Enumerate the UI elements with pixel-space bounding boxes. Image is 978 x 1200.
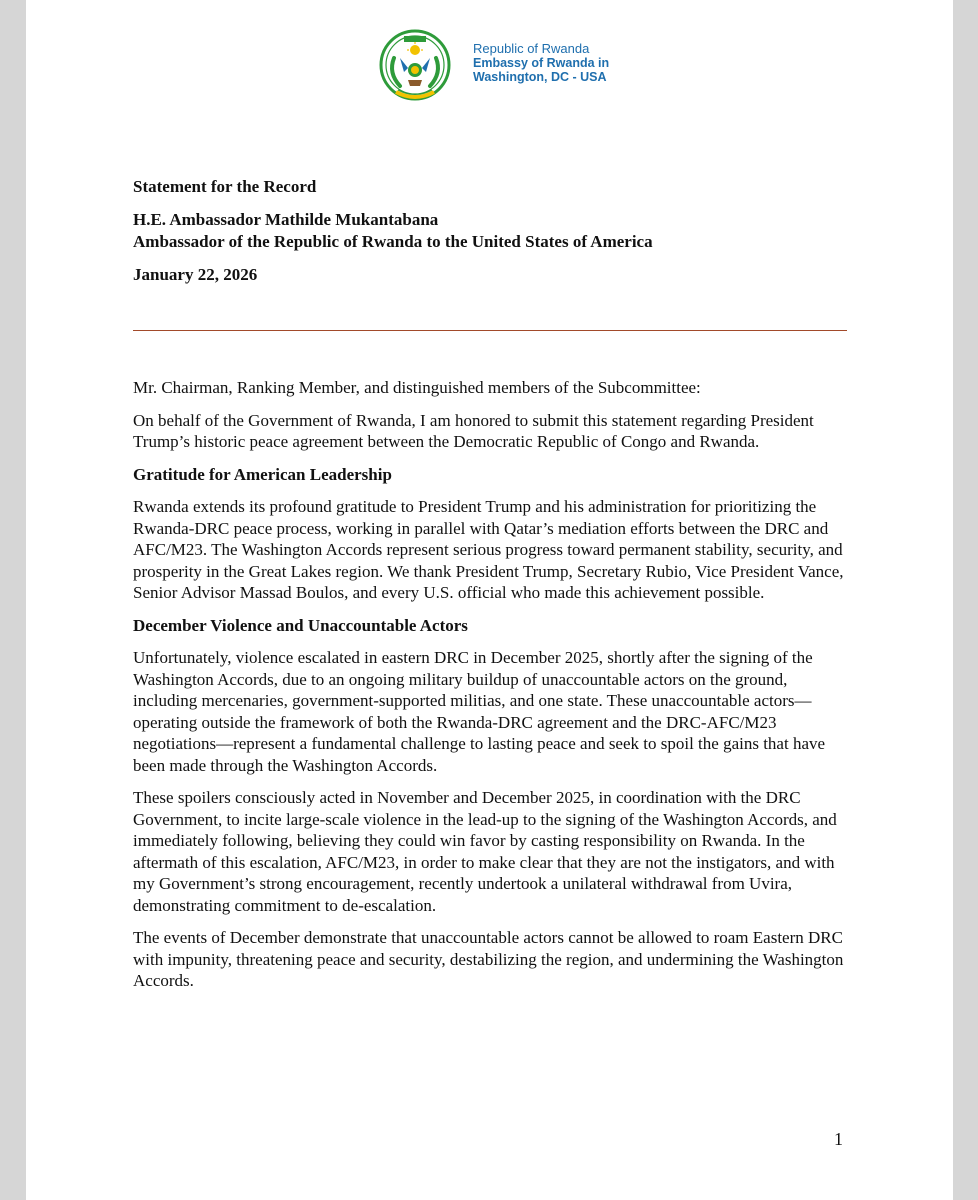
violence-paragraph: Unfortunately, violence escalated in eastern DRC in December 2025, shortly after the signing of the Washington Accords, due to an ongoing military buildup of unaccountable actors on the ground, including mercenaries, government-supported militias, and one state. These unaccountable actors—operating outside the framework of both the Rwanda-DRC agreement and the DRC-AFC/M23 negotiations—represent a fundamental challenge to lasting peace and seek to spoil the gains that have been made through the Washington Accords. [133, 648, 826, 775]
gratitude-paragraph: Rwanda extends its profound gratitude to President Trump and his administration for prioritizing the Rwanda-DRC peace process, working in parallel with Qatar’s mediation efforts between the DRC and AFC/M23. The Washington Accords represent serious progress toward permanent stability, security, and prosperity in the Great Lakes region. We thank President Trump, Secretary Rubio, Vice President Vance, Senior Advisor Massad Boulos, and every U.S. official who made this achievement possible. [133, 497, 844, 602]
page-number: 1 [834, 1129, 843, 1149]
statement-body [133, 377, 853, 1003]
letterhead-country: Republic of Rwanda [473, 41, 590, 56]
intro-paragraph: On behalf of the Government of Rwanda, I am honored to submit this statement regarding President Trump’s historic peace agreement between the Democratic Republic of Congo and Rwanda. [133, 410, 814, 451]
author-role: Ambassador of the Republic of Rwanda to the United States of America [133, 232, 653, 251]
embassy-letterhead [378, 28, 638, 108]
letterhead-location: Washington, DC - USA [473, 70, 607, 84]
statement-date: January 22, 2026 [133, 265, 258, 284]
salutation: Mr. Chairman, Ranking Member, and distinguished members of the Subcommittee: [133, 378, 701, 397]
statement-header [133, 176, 893, 286]
section-heading-gratitude: Gratitude for American Leadership [133, 464, 392, 484]
statement-title: Statement for the Record [133, 177, 317, 196]
spoilers-paragraph: These spoilers consciously acted in November and December 2025, in coordination with the DRC Government, to incite large-scale violence in the lead-up to the signing of the Washington Accords, and immediately following, believing they could win favor by casting responsibility on Rwanda. In the aftermath of this escalation, AFC/M23, in order to make clear that they are not the instigators, and with my Government’s strong encouragement, recently undertook a unilateral withdrawal from Uvira, demonstrating commitment to de-escalation. [133, 788, 837, 915]
document-page [26, 0, 953, 1200]
letterhead-embassy: Embassy of Rwanda in [473, 56, 610, 70]
author-name: H.E. Ambassador Mathilde Mukantabana [133, 210, 439, 229]
rwanda-coat-of-arms-icon [378, 28, 452, 104]
conclusion-paragraph: The events of December demonstrate that unaccountable actors cannot be allowed to roam Eastern DRC with impunity, threatening peace and security, destabilizing the region, and undermining the Washington Accords. [133, 928, 844, 990]
header-divider [133, 330, 847, 331]
section-heading-december-violence: December Violence and Unaccountable Actors [133, 615, 468, 635]
